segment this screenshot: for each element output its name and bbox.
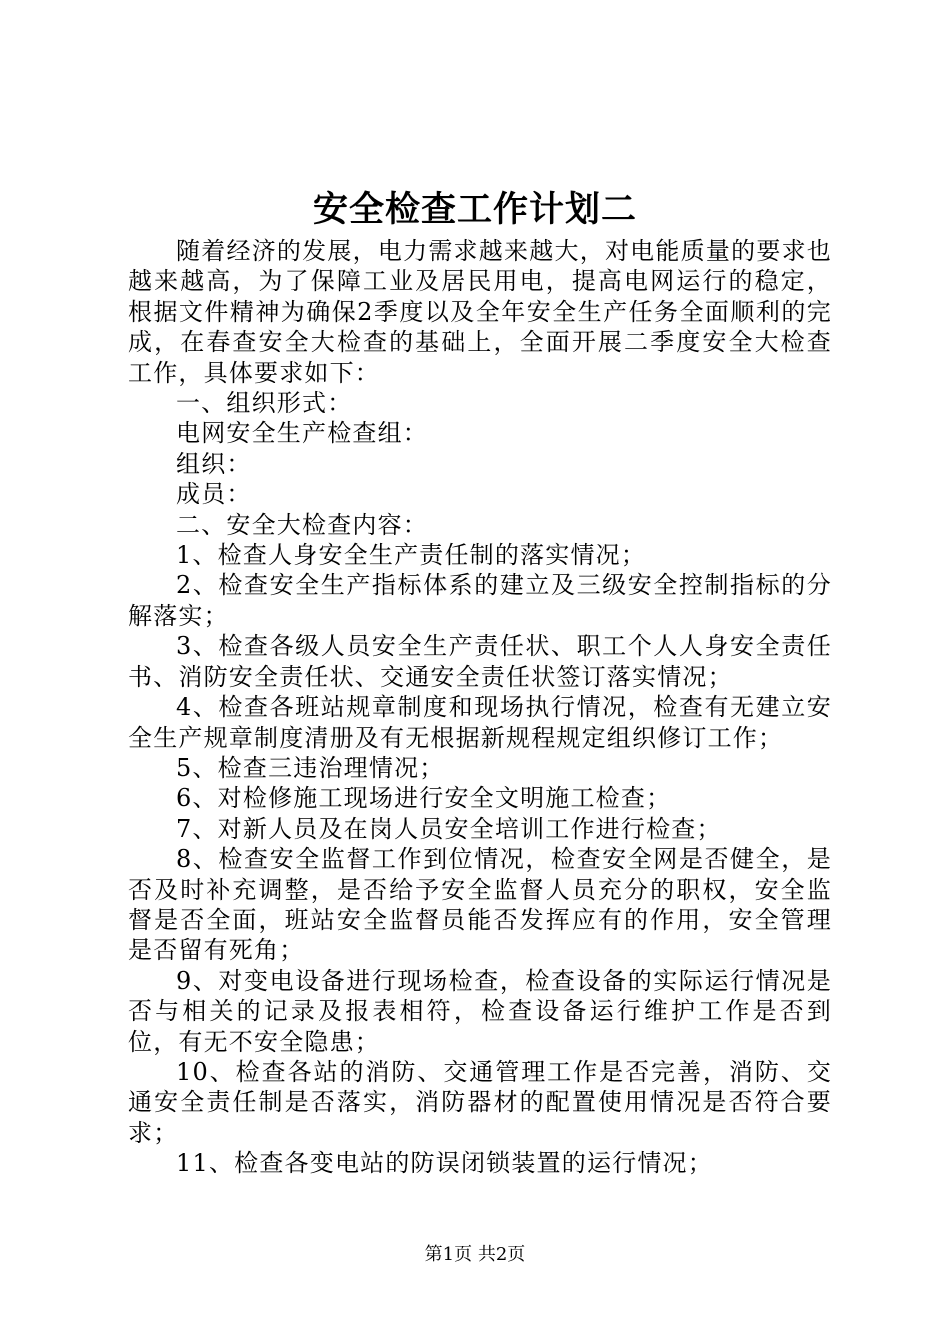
document-body — [128, 236, 832, 1179]
list-item-3: 3、检查各级人员安全生产责任状、职工个人人身安全责任书、消防安全责任状、交通安全责任状签订落实情况； — [128, 632, 832, 691]
paragraph-organizer: 组织： — [176, 449, 252, 478]
page-footer: 第1页 共2页 — [424, 1244, 526, 1265]
list-item-5: 5、检查三违治理情况； — [176, 753, 445, 782]
paragraph-members: 成员： — [176, 480, 252, 509]
list-item-8: 8、检查安全监督工作到位情况，检查安全网是否健全，是否及时补充调整，是否给予安全监督人员充分的职权，安全监督是否全面，班站安全监督员能否发挥应有的作用，安全管理是否留有死角； — [128, 845, 832, 965]
paragraph-inspection-group: 电网安全生产检查组： — [176, 419, 428, 448]
list-item-7: 7、对新人员及在岗人员安全培训工作进行检查； — [176, 814, 722, 843]
list-item-11: 11、检查各变电站的防误闭锁装置的运行情况； — [176, 1149, 713, 1178]
list-item-4: 4、检查各班站规章制度和现场执行情况，检查有无建立安全生产规章制度清册及有无根据新规程规定组织修订工作； — [128, 693, 832, 752]
section-heading-organization: 一、组织形式： — [176, 389, 353, 418]
list-item-6: 6、对检修施工现场进行安全文明施工检查； — [176, 784, 672, 813]
list-item-9: 9、对变电设备进行现场检查，检查设备的实际运行情况是否与相关的记录及报表相符，检查设备运行维护工作是否到位，有无不安全隐患； — [128, 966, 832, 1056]
list-item-1: 1、检查人身安全生产责任制的落实情况； — [176, 541, 647, 570]
document-title: 安全检查工作计划二 — [312, 189, 637, 230]
section-heading-content: 二、安全大检查内容： — [176, 510, 428, 539]
list-item-2: 2、检查安全生产指标体系的建立及三级安全控制指标的分解落实； — [128, 571, 832, 630]
list-item-10: 10、检查各站的消防、交通管理工作是否完善，消防、交通安全责任制是否落实，消防器材的配置使用情况是否符合要求； — [128, 1057, 832, 1147]
paragraph-intro: 随着经济的发展，电力需求越来越大，对电能质量的要求也越来越高，为了保障工业及居民用电，提高电网运行的稳定，根据文件精神为确保2季度以及全年安全生产任务全面顺利的完成，在春查安全大检查的基础上，全面开展二季度安全大检查工作，具体要求如下： — [128, 237, 832, 387]
